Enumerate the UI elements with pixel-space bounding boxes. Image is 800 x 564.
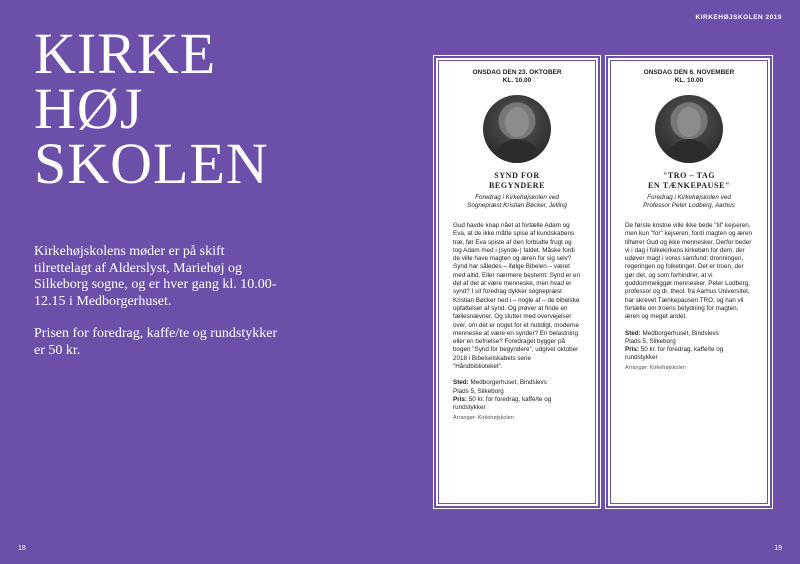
event-description: Gud havde knap nået at fortælle Adam og Eva, at de ikke måtte spise af kundskabens træ, før Eva spiste af den forbudte frugt og tog Adam med i (synde-) faldet. Måske fordi de ville have magten og æren for sig selv? Synd har således – ifølge Bibelen – været med altid. Eller nærmere bestemt: Synd er en del af det at være menneske, men hvad er synd? I sit foredrag dykker sognepræst Kristian Bøcker ned i – nogle af – de bibelske opfattelser af synd. Og prøver at finde en fællesnævner. Og slutter med overvejelser over, om det er noget for et nutidigt, moderne menneske at være en synder? En belastning eller en befrielse? Foredraget bygger på bogen "Synd for begyndere", udgivet oktober 2018 i Bibelselskabets serie "Håndbiblioteket". — [453, 222, 581, 371]
place-value: Medborgerhuset, Bindslevs — [642, 329, 719, 337]
talk-title-line-2: BEGYNDERE — [488, 181, 546, 190]
event-date-time: KL. 10.00 — [674, 77, 704, 84]
speaker-portrait — [655, 95, 723, 163]
arranger: Arrangør: Kirkehøjskolen — [453, 414, 514, 421]
price-value: 50 kr. for foredrag, kaffe/te og — [640, 346, 724, 354]
event-description: De første kristne ville ikke bede "til" kejseren, men kun "for" kejseren, fordi magten og æren tilhører Gud og ikke mennesker. Derfor beder vi i dag i folkekirkens kirkebøn for dem, der udøver magt i vores samfund: dronningen, regeringen og folketinget. Det er troen, der gør det, og som forhindrer, at vi guddommeliggør mennesker. Peter Lodberg, professor og dr. theol. fra Aarhus Universitet, har skrevet Tænkepausen TRO, og han vil fortælle om troens betydning for magten, æren og meget andet. — [625, 222, 752, 321]
running-header: KIRKEHØJSKOLEN 2019 — [695, 14, 782, 21]
place-value-line-2: Plads 5, Silkeborg — [453, 387, 504, 395]
event-date-day: ONSDAG DEN 23. OKTOBER — [472, 69, 562, 76]
speaker-line-2: Professor Peter Lodberg, Aarhus — [643, 202, 735, 209]
page-number-right: 19 — [774, 545, 782, 552]
speaker-line-1: Foredrag i Kirkehøjskolen ved — [647, 194, 731, 201]
event-card-october — [438, 60, 596, 504]
place-value: Medborgerhuset, Bindslevs — [470, 379, 547, 387]
speaker-portrait — [483, 95, 551, 163]
price-value-line-2: rundstykker — [453, 404, 486, 412]
place-label: Sted: — [453, 379, 469, 387]
event-card-november — [610, 60, 768, 504]
event-practical-info — [453, 379, 581, 421]
price-label: Pris: — [625, 346, 639, 354]
event-date-time: KL. 10.00 — [502, 77, 532, 84]
talk-title-line-2: EN TÆNKEPAUSE" — [647, 181, 731, 190]
page-number-left: 18 — [18, 545, 26, 552]
place-label: Sted: — [625, 329, 641, 337]
speaker-line-1: Foredrag i Kirkehøjskolen ved — [475, 194, 559, 201]
speaker-info — [453, 194, 581, 210]
intro-paragraph-1: Kirkehøjskolens møder er på skift tilrettelagt af Alderslyst, Mariehøj og Silkeborg sogne, og er hver gang kl. 10.00-12.15 i Medborgerhuset. — [34, 244, 277, 309]
title-line-3: SKOLEN — [34, 131, 269, 196]
event-practical-info — [625, 330, 753, 372]
speaker-info — [625, 194, 753, 210]
title-line-1: KIRKE — [34, 21, 217, 86]
speaker-line-2: Sognepræst Kristian Bøcker, Jelling — [467, 202, 567, 209]
talk-title-line-1: "TRO – TAG — [662, 171, 716, 180]
price-value: 50 kr. for foredrag, kaffe/te og — [468, 395, 552, 403]
intro-text — [34, 244, 284, 375]
price-label: Pris: — [453, 395, 467, 403]
page-title — [34, 21, 269, 196]
talk-title — [453, 171, 581, 191]
title-line-2: HØJ — [34, 76, 144, 141]
intro-paragraph-2: Prisen for foredrag, kaffe/te og rundstykker er 50 kr. — [34, 326, 278, 358]
arranger: Arrangør: Kirkehøjskolen — [625, 364, 686, 371]
talk-title-line-1: SYND FOR — [494, 171, 540, 180]
event-date — [453, 69, 581, 85]
place-value-line-2: Plads 5, Silkeborg — [625, 337, 676, 345]
event-date — [625, 69, 753, 85]
price-value-line-2: rundstykker — [625, 354, 658, 362]
event-date-day: ONSDAG DEN 6. NOVEMBER — [643, 69, 735, 76]
talk-title — [625, 171, 753, 191]
